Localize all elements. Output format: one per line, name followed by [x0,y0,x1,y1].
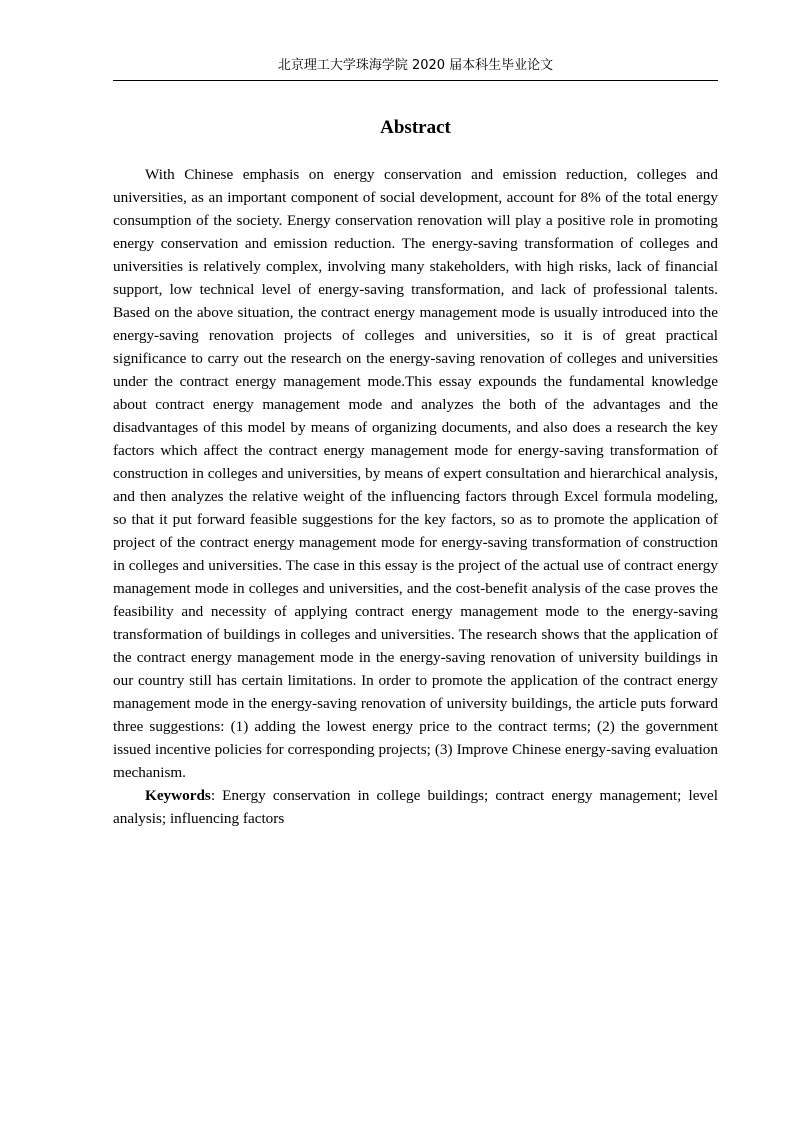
keywords-text: : Energy conservation in college buildings; contract energy management; level analysis; influencing factors [113,787,718,827]
abstract-body [113,163,718,830]
keywords-label: Keywords [145,787,211,804]
abstract-title: Abstract [380,117,451,138]
keywords-paragraph [113,784,718,830]
page-header: 北京理工大学珠海学院 2020 届本科生毕业论文 [277,58,554,73]
abstract-paragraph: With Chinese emphasis on energy conservation and emission reduction, colleges and universities, as an important component of social development, account for 8% of the total energy consumption of the society. Energy conservation renovation will play a positive role in promoting energy conservation and emission reduction. The energy-saving transformation of colleges and universities is relatively complex, involving many stakeholders, with high risks, lack of financial support, low technical level of energy-saving transformation, and lack of professional talents. Based on the above situation, the contract energy management mode is usually introduced into the energy-saving renovation projects of colleges and universities, so it is of great practical significance to carry out the research on the energy-saving renovation of colleges and universities under the contract energy management mode.This essay expounds the fundamental knowledge about contract energy management mode and analyzes the both of the advantages and the disadvantages of this model by means of organizing documents, and also does a research the key factors which affect the contract energy management mode for energy-saving transformation of construction in colleges and universities, by means of expert consultation and hierarchical analysis, and then analyzes the relative weight of the influencing factors through Excel formula modeling, so that it put forward feasible suggestions for the key factors, so as to promote the application of project of the contract energy management mode for energy-saving transformation of construction in colleges and universities. The case in this essay is the project of the actual use of contract energy management mode in colleges and universities, and the cost-benefit analysis of the case proves the feasibility and necessity of applying contract energy management mode to the energy-saving transformation of buildings in colleges and universities. The research shows that the application of the contract energy management mode in the energy-saving renovation of university buildings in our country still has certain limitations. In order to promote the application of the contract energy management mode in the energy-saving renovation of university buildings, the article puts forward three suggestions: (1) adding the lowest energy price to the contract terms; (2) the government issued incentive policies for corresponding projects; (3) Improve Chinese energy-saving evaluation mechanism. [113,166,718,781]
header-divider [113,80,718,81]
